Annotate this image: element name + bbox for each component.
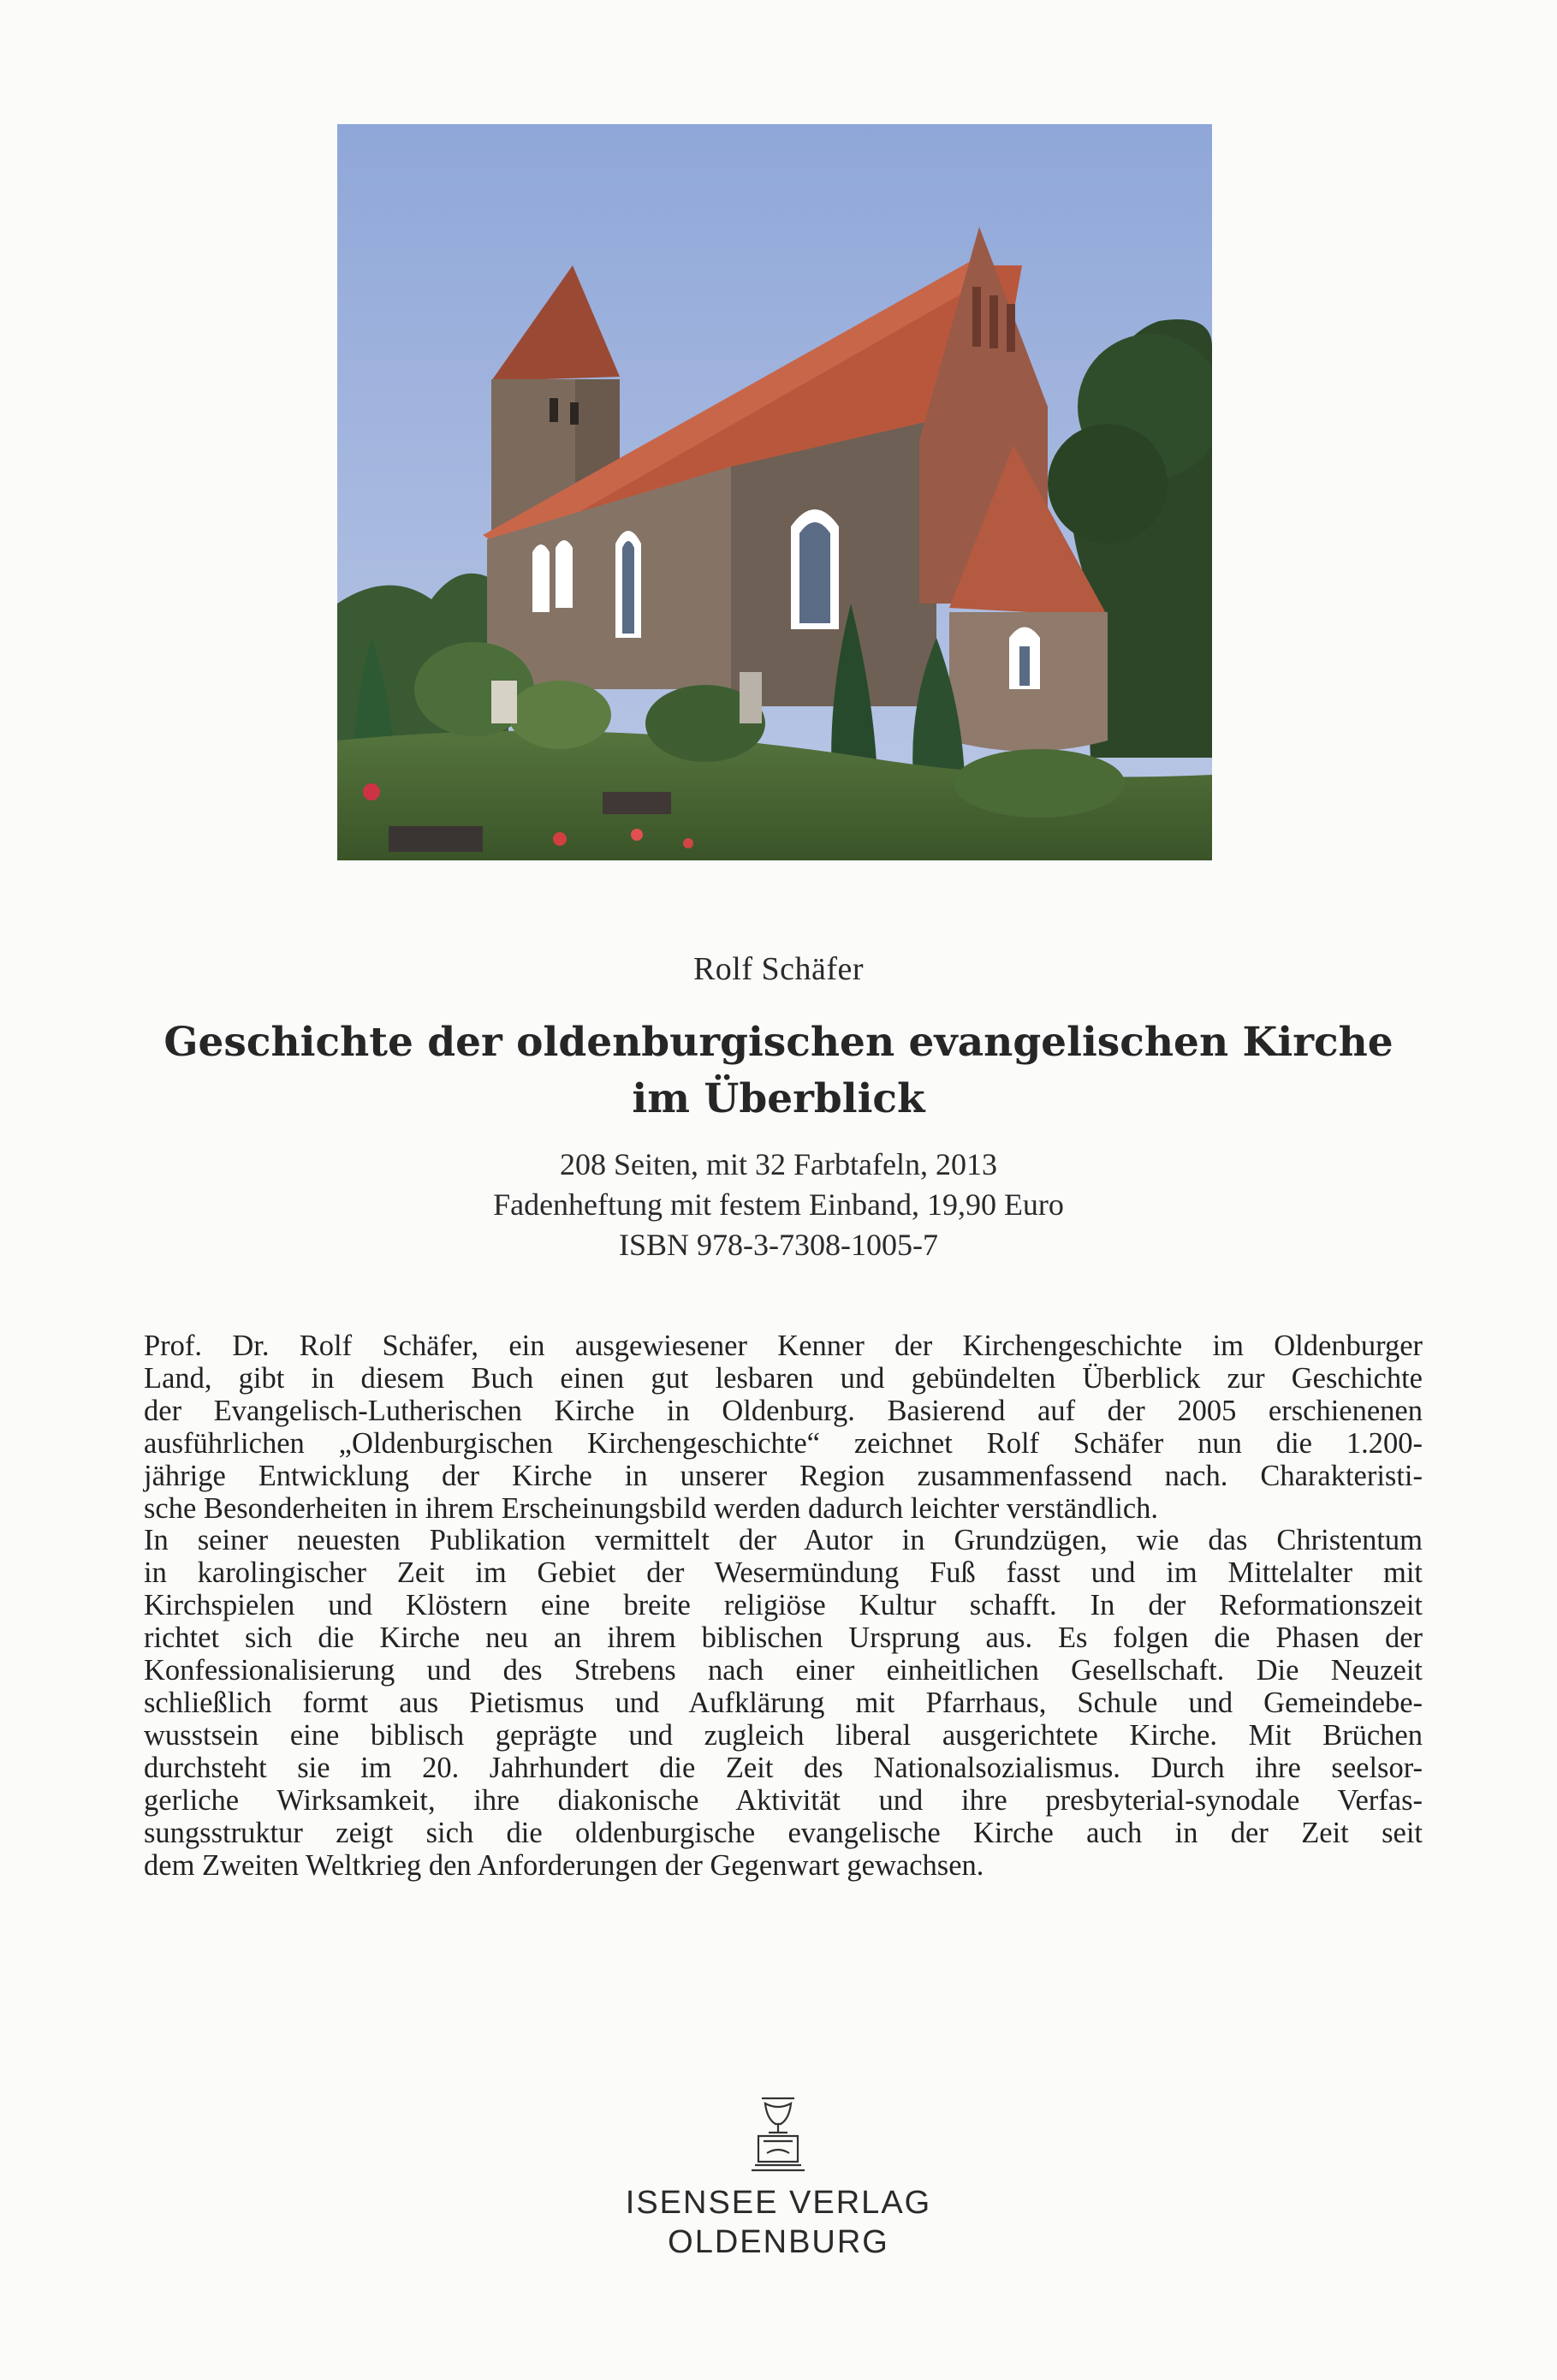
- publisher-city: OLDENBURG: [668, 2224, 889, 2260]
- description-line: sungsstruktur zeigt sich die oldenburgische evangelische Kirche auch in der Zeit seit: [144, 1816, 1423, 1849]
- description-line: in karolingischer Zeit im Gebiet der Wesermündung Fuß fasst und im Mittelalter mit: [144, 1556, 1423, 1590]
- description-line: dem Zweiten Weltkrieg den Anforderungen der Gegenwart gewachsen.: [144, 1848, 984, 1882]
- publisher-logo-icon: [750, 2093, 806, 2175]
- publisher-block: [0, 2183, 1557, 2262]
- description-line: wusstsein eine biblisch geprägte und zugleich liberal ausgerichtete Kirche. Mit Brüchen: [144, 1718, 1423, 1752]
- description-line: Land, gibt in diesem Buch einen gut lesbaren und gebündelten Überblick zur Geschichte: [144, 1361, 1423, 1395]
- description-line: Konfessionalisierung und des Strebens nach einer einheitlichen Gesellschaft. Die Neuzeit: [144, 1654, 1423, 1687]
- description-line: ausführlichen „Oldenburgischen Kirchengeschichte“ zeichnet Rolf Schäfer nun die 1.200-: [144, 1426, 1423, 1460]
- book-title: [0, 1014, 1557, 1128]
- book-pages: 208 Seiten, mit 32 Farbtafeln, 2013: [560, 1147, 997, 1181]
- description-line: schließlich formt aus Pietismus und Aufklärung mit Pfarrhaus, Schule und Gemeindebe-: [144, 1686, 1423, 1719]
- description-line: der Evangelisch-Lutherischen Kirche in Oldenburg. Basierend auf der 2005 erschienenen: [144, 1394, 1423, 1427]
- author-name: Rolf Schäfer: [692, 951, 865, 987]
- church-illustration: [337, 124, 1212, 860]
- church-photo: [337, 124, 1212, 860]
- description-line: durchsteht sie im 20. Jahrhundert die Zeit des Nationalsozialismus. Durch ihre seelsor-: [144, 1751, 1423, 1784]
- description-line: sche Besonderheiten in ihrem Erscheinungsbild werden dadurch leichter verständlich.: [144, 1491, 1159, 1525]
- description-line: Prof. Dr. Rolf Schäfer, ein ausgewiesener Kenner der Kirchengeschichte im Oldenburger: [144, 1330, 1423, 1362]
- book-description: [144, 1330, 1423, 1882]
- book-title-line2: im Überblick: [632, 1075, 925, 1122]
- description-line: jährige Entwicklung der Kirche in unserer Region zusammenfassend nach. Charakteristi-: [144, 1459, 1423, 1492]
- publisher-name: ISENSEE VERLAG: [625, 2185, 932, 2221]
- description-line: Kirchspielen und Klöstern eine breite religiöse Kultur schafft. In der Reformationszeit: [144, 1589, 1423, 1622]
- description-line: richtet sich die Kirche neu an ihrem biblischen Ursprung aus. Es folgen die Phasen der: [144, 1621, 1423, 1655]
- book-details: [0, 1145, 1557, 1265]
- book-binding-price: Fadenheftung mit festem Einband, 19,90 Euro: [493, 1187, 1064, 1222]
- description-line: In seiner neuesten Publikation vermittelt der Autor in Grundzügen, wie das Christentum: [144, 1524, 1423, 1557]
- description-line: gerliche Wirksamkeit, ihre diakonische Aktivität und ihre presbyterial-synodale Verfas-: [144, 1783, 1423, 1817]
- book-title-line1: Geschichte der oldenburgischen evangelischen Kirche: [163, 1019, 1394, 1066]
- book-isbn: ISBN 978-3-7308-1005-7: [619, 1228, 938, 1262]
